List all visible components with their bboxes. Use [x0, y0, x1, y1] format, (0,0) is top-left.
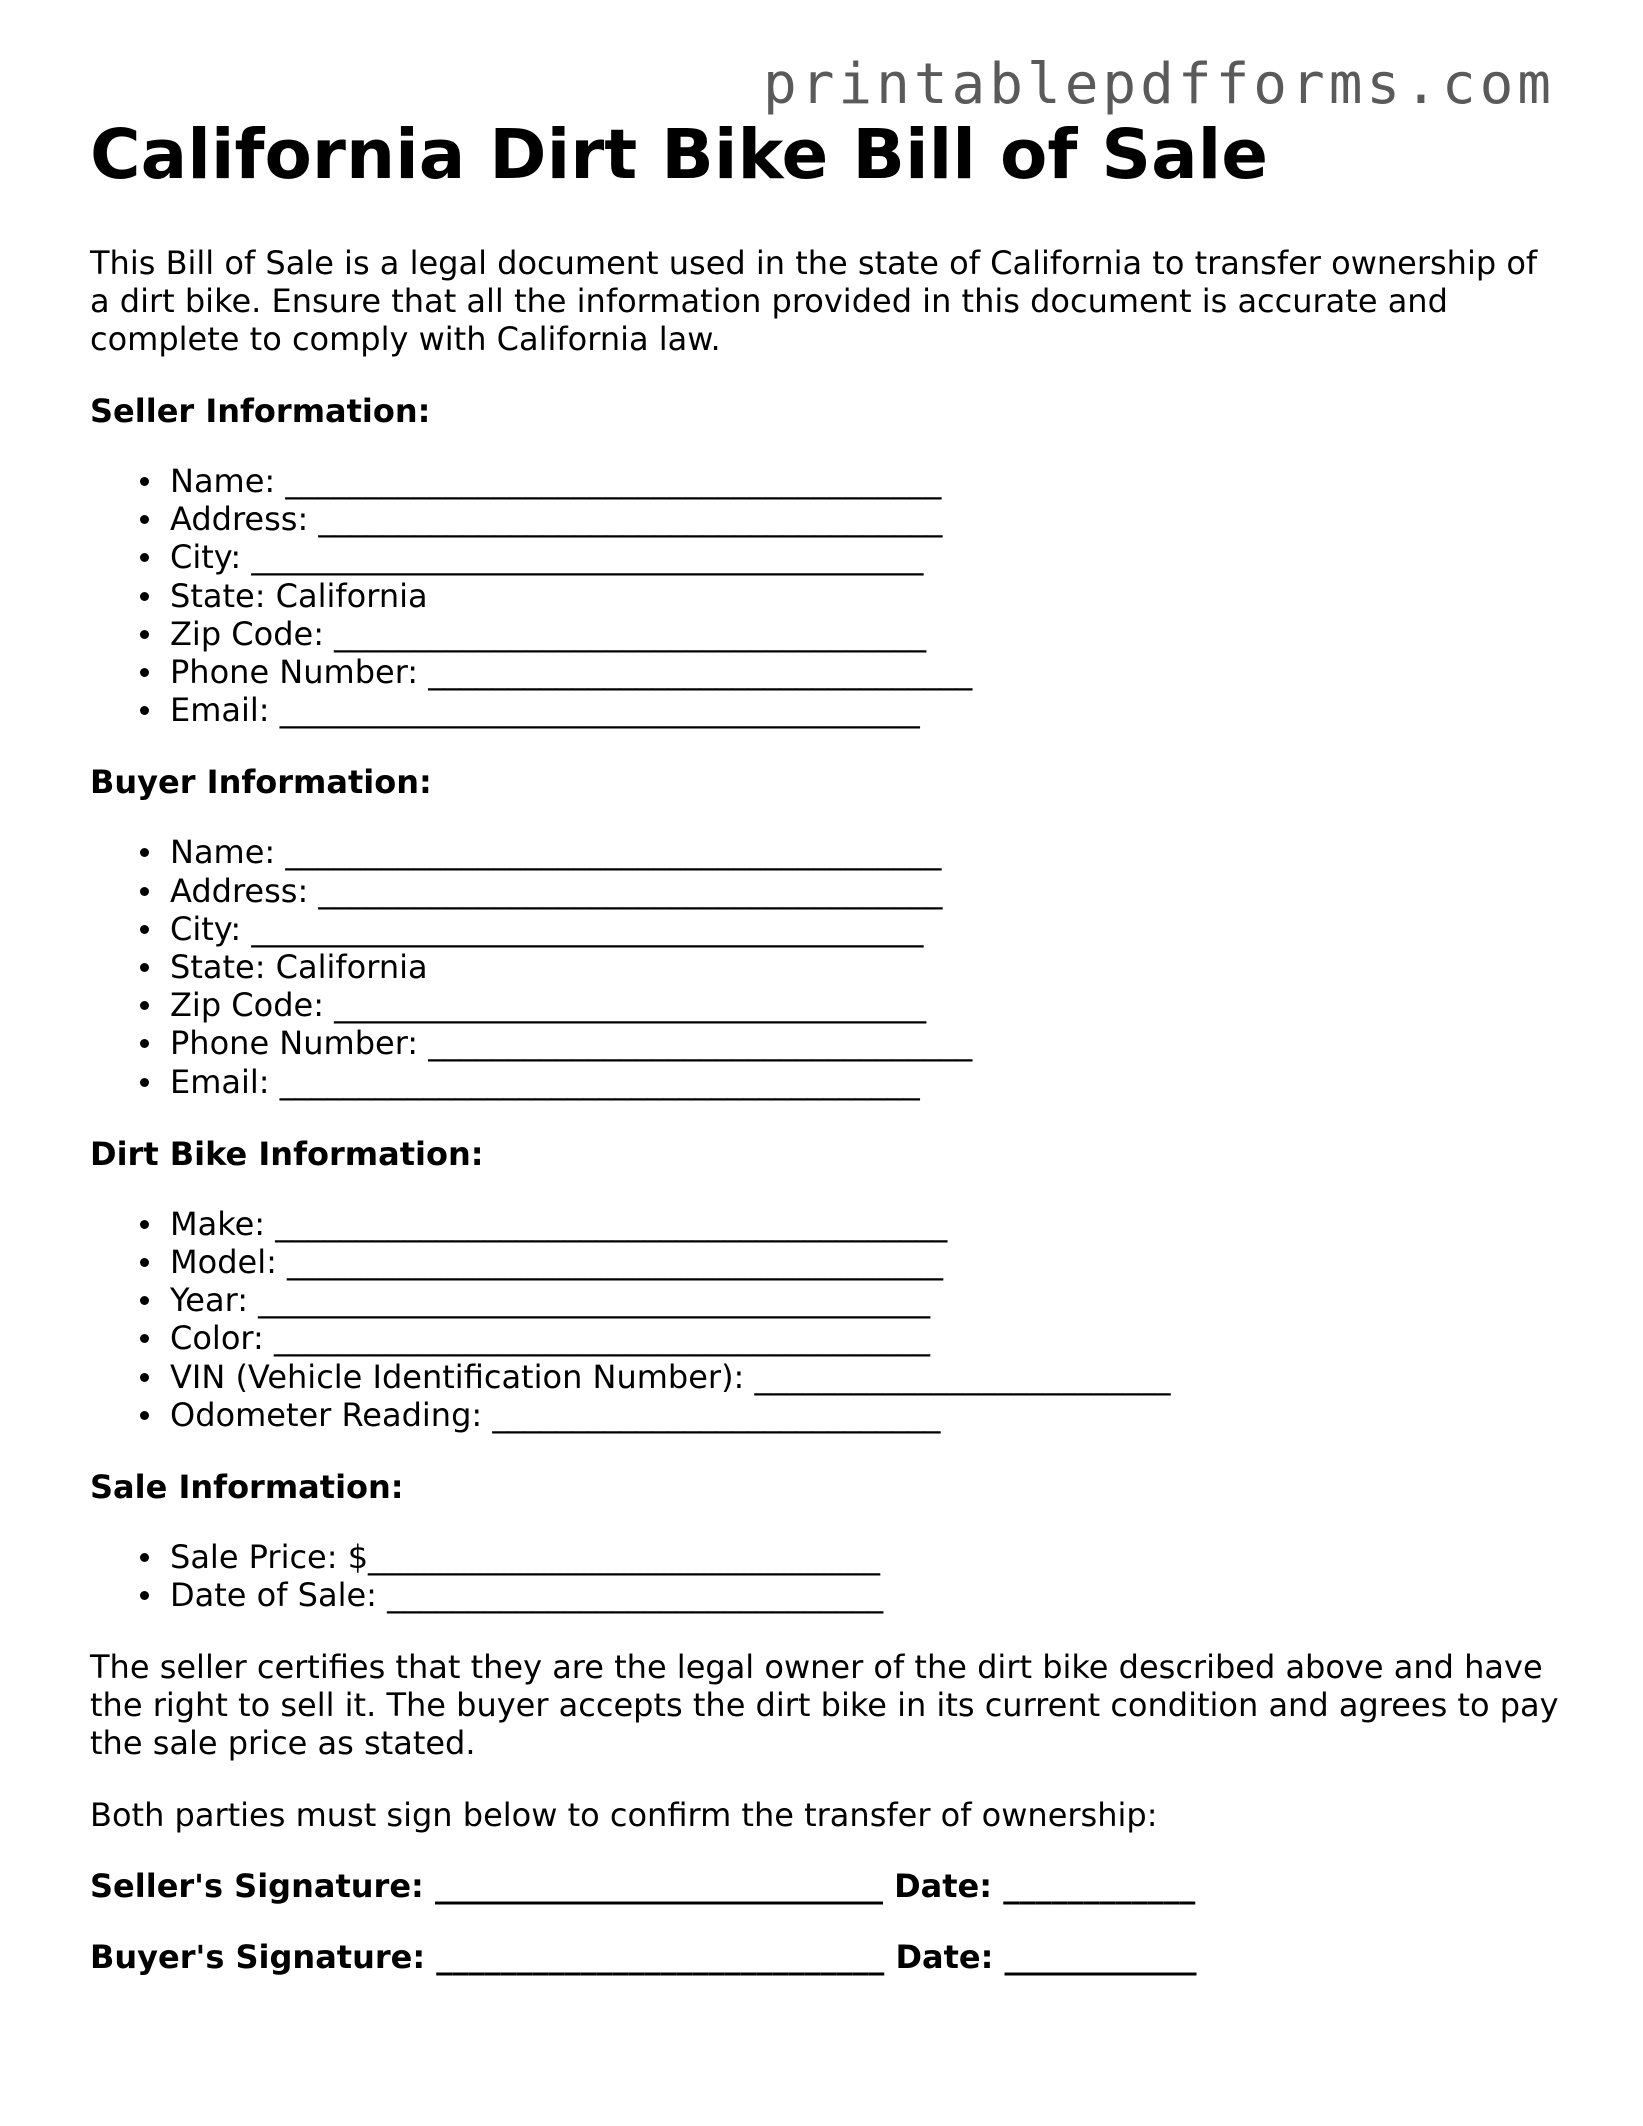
bike-color-field: Color: _________________________________________ [170, 1319, 1560, 1357]
bike-make-field: Make: __________________________________________ [170, 1205, 1560, 1243]
sale-date-field: Date of Sale: _______________________________ [170, 1576, 1560, 1614]
sale-price-field: Sale Price: $________________________________ [170, 1538, 1560, 1576]
seller-address-field: Address: _______________________________________ [170, 500, 1560, 538]
seller-email-field: Email: ________________________________________ [170, 691, 1560, 729]
bike-model-field: Model: _________________________________________ [170, 1243, 1560, 1281]
seller-phone-field: Phone Number: __________________________________ [170, 653, 1560, 691]
document-title: California Dirt Bike Bill of Sale [90, 115, 1269, 195]
bike-fields-list [90, 1205, 1560, 1434]
seller-name-field: Name: _________________________________________ [170, 462, 1560, 500]
buyer-city-field: City: __________________________________________ [170, 910, 1560, 948]
buyer-fields-list [90, 833, 1560, 1100]
sign-instruction: Both parties must sign below to confirm the transfer of ownership: [90, 1796, 1158, 1835]
sale-section-heading: Sale Information: [90, 1468, 404, 1507]
bike-odometer-field: Odometer Reading: ____________________________ [170, 1396, 1560, 1434]
buyer-address-field: Address: _______________________________________ [170, 872, 1560, 910]
seller-city-field: City: __________________________________________ [170, 538, 1560, 576]
seller-zip-field: Zip Code: _____________________________________ [170, 615, 1560, 653]
seller-fields-list [90, 462, 1560, 729]
bike-year-field: Year: __________________________________________ [170, 1281, 1560, 1319]
watermark: printablepdfforms.com [762, 52, 1555, 117]
buyer-email-field: Email: ________________________________________ [170, 1063, 1560, 1101]
seller-section-heading: Seller Information: [90, 392, 431, 430]
sale-fields-list [90, 1538, 1560, 1614]
buyer-zip-field: Zip Code: _____________________________________ [170, 986, 1560, 1024]
bike-section-heading: Dirt Bike Information: [90, 1134, 484, 1173]
seller-state-field: State: California [170, 577, 1560, 615]
certification-paragraph: The seller certifies that they are the legal owner of the dirt bike described above and have the right to sell it. The buyer accepts the dirt bike in its current condition and agrees to pay the sale price as stated. [90, 1648, 1559, 1763]
buyer-phone-field: Phone Number: __________________________________ [170, 1024, 1560, 1062]
seller-signature-line: Seller's Signature: ____________________________ Date: ____________ [90, 1867, 1196, 1906]
buyer-section-heading: Buyer Information: [90, 763, 432, 802]
buyer-state-field: State: California [170, 948, 1560, 986]
intro-paragraph: This Bill of Sale is a legal document used in the state of California to transfer ownership of a dirt bike. Ensure that all the information provided in this document is accurate and complete to comply with California law. [90, 244, 1538, 358]
bike-vin-field: VIN (Vehicle Identification Number): __________________________ [170, 1358, 1560, 1396]
buyer-signature-line: Buyer's Signature: ____________________________ Date: ____________ [90, 1938, 1197, 1977]
document-page [90, 110, 1560, 1976]
buyer-name-field: Name: _________________________________________ [170, 833, 1560, 871]
